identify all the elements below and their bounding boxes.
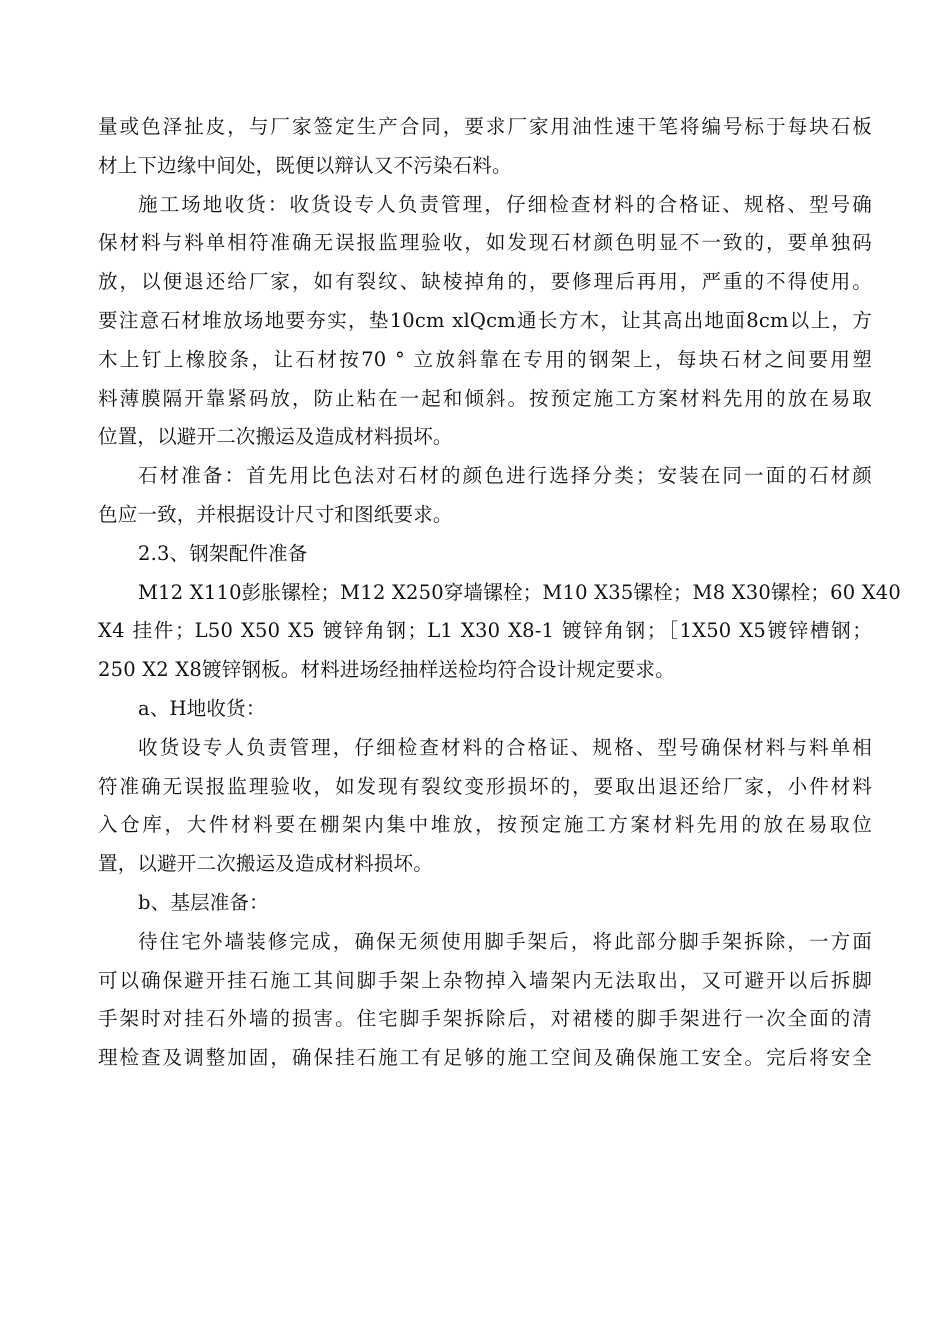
text-line: 要注意石材堆放场地要夯实，垫10cm xlQcm通长方木，让其高出地面8cm以上，方 <box>98 308 872 332</box>
text-line: 色应一致，并根据设计尺寸和图纸要求。 <box>98 502 453 526</box>
text-line: b、基层准备： <box>138 890 269 914</box>
document-page <box>98 108 902 1078</box>
subheading-a <box>98 690 872 729</box>
text-line: 入仓库，大件材料要在棚架内集中堆放，按预定施工方案材料先用的放在易取位 <box>98 813 872 837</box>
text-line: 量或色泽扯皮，与厂家签定生产合同，要求厂家用油性速干笔将编号标于每块石板 <box>98 115 872 138</box>
text-line: 材上下边缘中间处，既便以辩认又不污染石料。 <box>98 153 512 177</box>
text-line: X4 挂件；L50 X50 X5 镀锌角钢；L1 X30 X8-1 镀锌角钢；［1X50 X5镀锌槽钢； <box>98 619 872 643</box>
text-line: a、H地收货： <box>138 696 266 720</box>
text-line: 料薄膜隔开靠紧码放，防止粘在一起和倾斜。按预定施工方案材料先用的放在易取 <box>98 386 872 410</box>
text-line: 木上钉上橡胶条，让石材按70 ° 立放斜靠在专用的钢架上，每块石材之间要用塑 <box>98 347 872 371</box>
text-line: 收货设专人负责管理，仔细检查材料的合格证、规格、型号确保材料与料单相 <box>138 735 872 759</box>
text-line: 理检查及调整加固，确保挂石施工有足够的施工空间及确保施工安全。完后将安全 <box>98 1046 872 1070</box>
paragraph-materials <box>98 574 902 690</box>
paragraph-2 <box>98 186 872 458</box>
paragraph-3 <box>98 457 872 535</box>
text-line: 手架时对挂石外墙的损害。住宅脚手架拆除后，对裙楼的脚手架进行一次全面的清 <box>98 1007 872 1031</box>
text-line: M12 X110彭胀镙栓；M12 X250穿墙镙栓；M10 X35镙栓；M8 X30镙栓；60 X40 <box>138 580 902 604</box>
text-line: 250 X2 X8镀锌钢板。材料进场经抽样送检均符合设计规定要求。 <box>98 658 675 682</box>
text-line: 可以确保避开挂石施工其间脚手架上杂物掉入墙架内无法取出，又可避开以后拆脚 <box>98 968 872 992</box>
paragraph-base-layer <box>98 923 872 1078</box>
paragraph-1 <box>98 108 872 186</box>
text-line: 放，以便退还给厂家，如有裂纹、缺棱掉角的，要修理后再用，严重的不得使用。 <box>98 270 872 294</box>
text-line: 待住宅外墙装修完成，确保无须使用脚手架后，将此部分脚手架拆除，一方面 <box>138 929 872 953</box>
text-line: 2.3、钢架配件准备 <box>138 541 308 565</box>
text-line: 符准确无误报监理验收，如发现有裂纹变形损坏的，要取出退还给厂家，小件材料 <box>98 774 872 798</box>
subheading-b <box>98 884 872 923</box>
text-line: 石材准备：首先用比色法对石材的颜色进行选择分类；安装在同一面的石材颜 <box>138 464 872 488</box>
paragraph-receiving <box>98 729 872 884</box>
text-line: 置，以避开二次搬运及造成材料损坏。 <box>98 852 433 876</box>
text-line: 施工场地收货：收货设专人负责管理，仔细检查材料的合格证、规格、型号确 <box>138 192 872 216</box>
text-line: 位置，以避开二次搬运及造成材料损坏。 <box>98 425 453 449</box>
section-heading <box>98 535 872 574</box>
text-line: 保材料与料单相符准确无误报监理验收，如发现石材颜色明显不一致的，要单独码 <box>98 231 872 255</box>
